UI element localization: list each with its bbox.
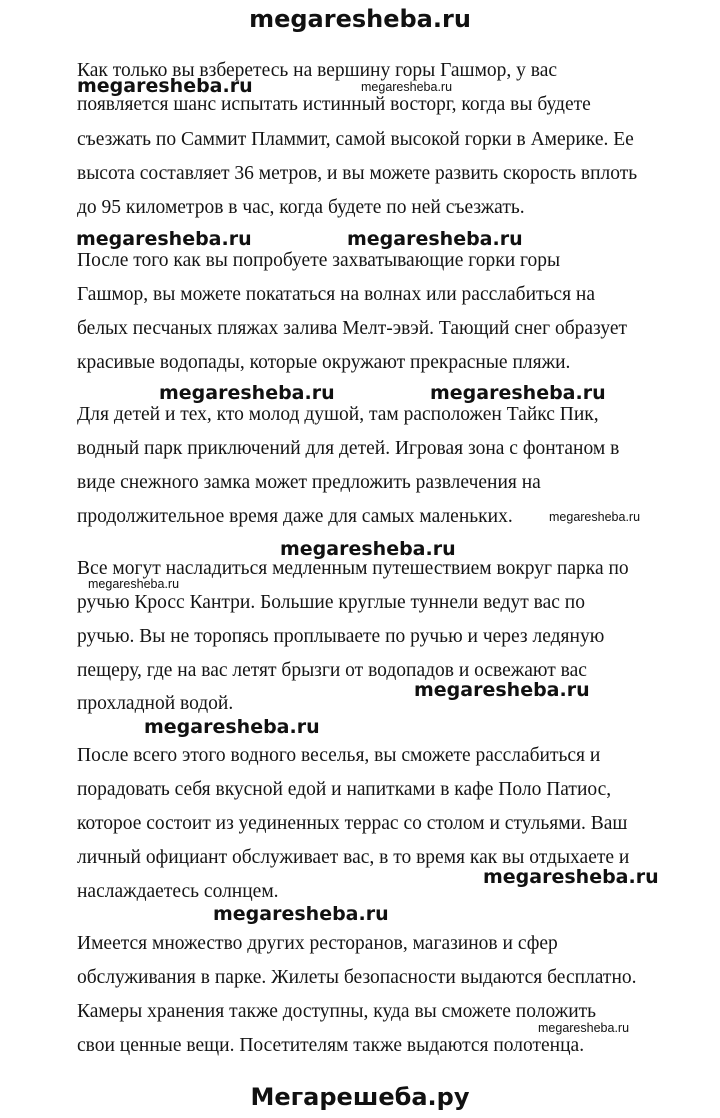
watermark: megaresheba.ru xyxy=(280,538,456,560)
text-line: ручью. Вы не торопясь проплываете по ручью и через ледяную xyxy=(77,626,605,647)
text-line: виде снежного замка может предложить развлечения на xyxy=(77,472,541,493)
text-line: которое состоит из уединенных террас со столом и стульями. Ваш xyxy=(77,813,628,834)
text-line: Все могут насладиться медленным путешествием вокруг парка по xyxy=(77,558,629,579)
text-line: съезжать по Саммит Пламмит, самой высокой горки в Америке. Ее xyxy=(77,129,634,150)
text-line: обслуживания в парке. Жилеты безопасности выдаются бесплатно. xyxy=(77,967,637,988)
header-site-name: megaresheba.ru xyxy=(249,5,471,33)
watermark: megaresheba.ru xyxy=(144,716,320,738)
text-line: водный парк приключений для детей. Игровая зона с фонтаном в xyxy=(77,438,620,459)
text-line: белых песчаных пляжах залива Мелт-эвэй. Тающий снег образует xyxy=(77,318,627,339)
watermark: megaresheba.ru xyxy=(483,866,659,888)
text-line: красивые водопады, которые окружают прекрасные пляжи. xyxy=(77,352,571,373)
text-line: до 95 километров в час, когда будете по ней съезжать. xyxy=(77,197,525,218)
text-line: Как только вы взберетесь на вершину горы Гашмор, у вас xyxy=(77,60,558,81)
watermark: megaresheba.ru xyxy=(76,228,252,250)
text-line: свои ценные вещи. Посетителям также выдаются полотенца. xyxy=(77,1035,585,1056)
text-line: пещеру, где на вас летят брызги от водопадов и освежают вас xyxy=(77,660,587,681)
text-line: Гашмор, вы можете покататься на волнах или расслабиться на xyxy=(77,284,596,305)
watermark: megaresheba.ru xyxy=(347,228,523,250)
text-line: продолжительное время даже для самых маленьких. xyxy=(77,506,513,527)
text-line: ручью Кросс Кантри. Большие круглые туннели ведут вас по xyxy=(77,592,585,613)
watermark: megaresheba.ru xyxy=(430,382,606,404)
footer-site-name: Мегарешеба.ру xyxy=(250,1083,470,1111)
text-line: высота составляет 36 метров, и вы можете развить скорость вплоть xyxy=(77,163,638,184)
watermark: megaresheba.ru xyxy=(414,679,590,701)
text-line: После всего этого водного веселья, вы сможете расслабиться и xyxy=(77,745,601,766)
watermark-small: megaresheba.ru xyxy=(88,577,180,591)
text-line: личный официант обслуживает вас, в то время как вы отдыхаете и xyxy=(77,847,630,868)
text-line: появляется шанс испытать истинный восторг, когда вы будете xyxy=(77,94,591,115)
text-line: порадовать себя вкусной едой и напитками в кафе Поло Патиос, xyxy=(77,779,612,800)
watermark: megaresheba.ru xyxy=(77,75,253,97)
watermark: megaresheba.ru xyxy=(213,903,389,925)
watermark-small: megaresheba.ru xyxy=(361,80,453,94)
text-line: Для детей и тех, кто молод душой, там расположен Тайкс Пик, xyxy=(77,404,599,425)
text-line: прохладной водой. xyxy=(77,693,234,714)
watermark-small: megaresheba.ru xyxy=(549,510,641,524)
watermark: megaresheba.ru xyxy=(159,382,335,404)
text-line: Камеры хранения также доступны, куда вы сможете положить xyxy=(77,1001,597,1022)
watermark-small: megaresheba.ru xyxy=(538,1021,630,1035)
text-line: После того как вы попробуете захватывающие горки горы xyxy=(77,250,561,271)
text-line: Имеется множество других ресторанов, магазинов и сфер xyxy=(77,933,558,954)
text-line: наслаждаетесь солнцем. xyxy=(77,881,279,902)
